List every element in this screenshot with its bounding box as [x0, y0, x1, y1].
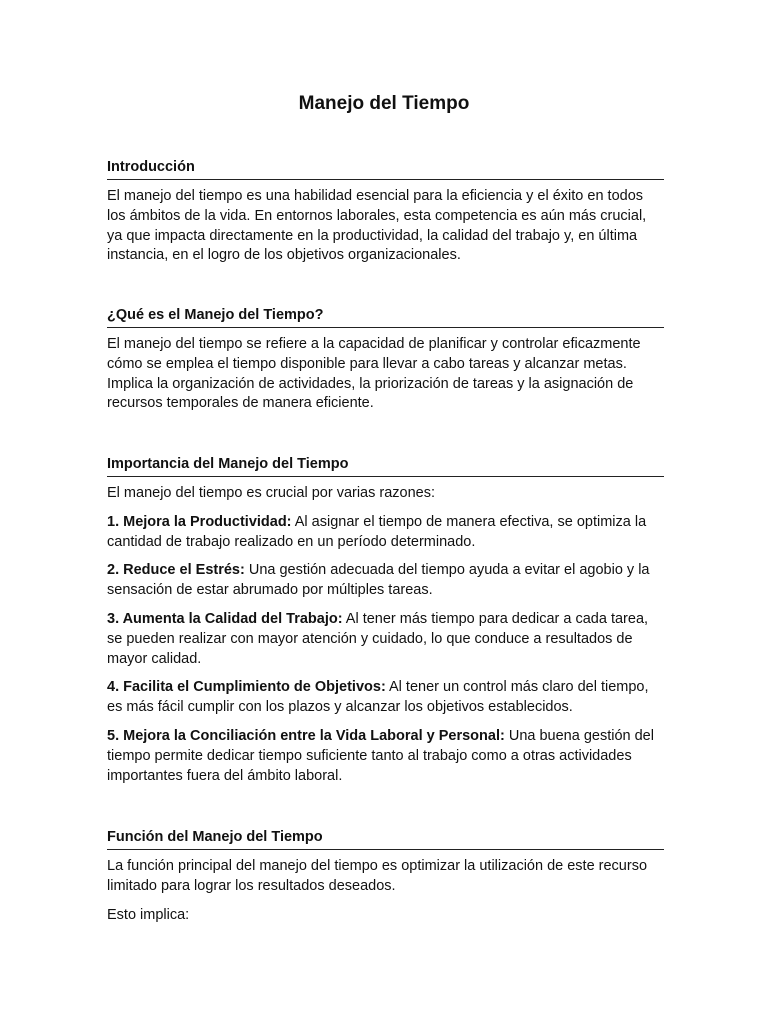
- section-introduction: [107, 157, 664, 266]
- paragraph: La función principal del manejo del tiempo es optimizar la utilización de este recurso limitado para lograr los resultados deseados.: [107, 858, 648, 894]
- section-heading: Introducción: [107, 157, 664, 180]
- paragraph: El manejo del tiempo es una habilidad esencial para la eficiencia y el éxito en todos los ámbitos de la vida. En entornos laborales, esta competencia es aún más crucial, ya que impacta directamente en la productividad, la calidad del trabajo y, en última instancia, en el logro de los objetivos organizacionales.: [107, 188, 647, 264]
- list-item-text: Una gestión adecuada del tiempo ayuda a evitar el agobio y la sensación de estar abrumado por múltiples tareas.: [107, 562, 650, 599]
- list-item: [107, 678, 664, 718]
- list-item: [107, 727, 664, 786]
- list-item: [107, 513, 664, 553]
- list-item-text: Al asignar el tiempo de manera efectiva, se optimiza la cantidad de trabajo realizado en un período determinado.: [107, 513, 647, 550]
- section-heading: Función del Manejo del Tiempo: [107, 827, 664, 850]
- paragraph: El manejo del tiempo es crucial por varias razones:: [107, 485, 436, 501]
- list-item-label: 4. Facilita el Cumplimiento de Objetivos:: [107, 679, 386, 696]
- list-item-text: Al tener un control más claro del tiempo, es más fácil cumplir con los plazos y alcanzar los objetivos establecidos.: [107, 679, 649, 716]
- list-item-text: Al tener más tiempo para dedicar a cada tarea, se pueden realizar con mayor atención y cuidado, lo que conduce a resultados de mayor calidad.: [107, 610, 649, 667]
- paragraph: Esto implica:: [107, 906, 190, 923]
- section-function: [107, 827, 664, 925]
- paragraph: El manejo del tiempo se refiere a la capacidad de planificar y controlar eficazmente cómo se emplea el tiempo disponible para llevar a cabo tareas y alcanzar metas. Implica la organización de actividades, la priorización de tareas y la asignación de recursos temporales de manera eficiente.: [107, 336, 641, 412]
- list-item-text: Una buena gestión del tiempo permite dedicar tiempo suficiente tanto al trabajo como a otras actividades importantes fuera del ámbito laboral.: [107, 727, 654, 784]
- section-what-is: [107, 305, 664, 414]
- section-importance: [107, 454, 664, 786]
- list-item: [107, 610, 664, 669]
- list-item-label: 3. Aumenta la Calidad del Trabajo:: [107, 610, 343, 627]
- list-item-label: 1. Mejora la Productividad:: [107, 513, 292, 530]
- section-heading: Importancia del Manejo del Tiempo: [107, 454, 664, 477]
- list-item: [107, 561, 664, 601]
- list-item-label: 2. Reduce el Estrés:: [107, 562, 245, 579]
- list-item-label: 5. Mejora la Conciliación entre la Vida Laboral y Personal:: [107, 727, 505, 744]
- section-heading: ¿Qué es el Manejo del Tiempo?: [107, 305, 664, 328]
- document-title: Manejo del Tiempo: [298, 93, 470, 114]
